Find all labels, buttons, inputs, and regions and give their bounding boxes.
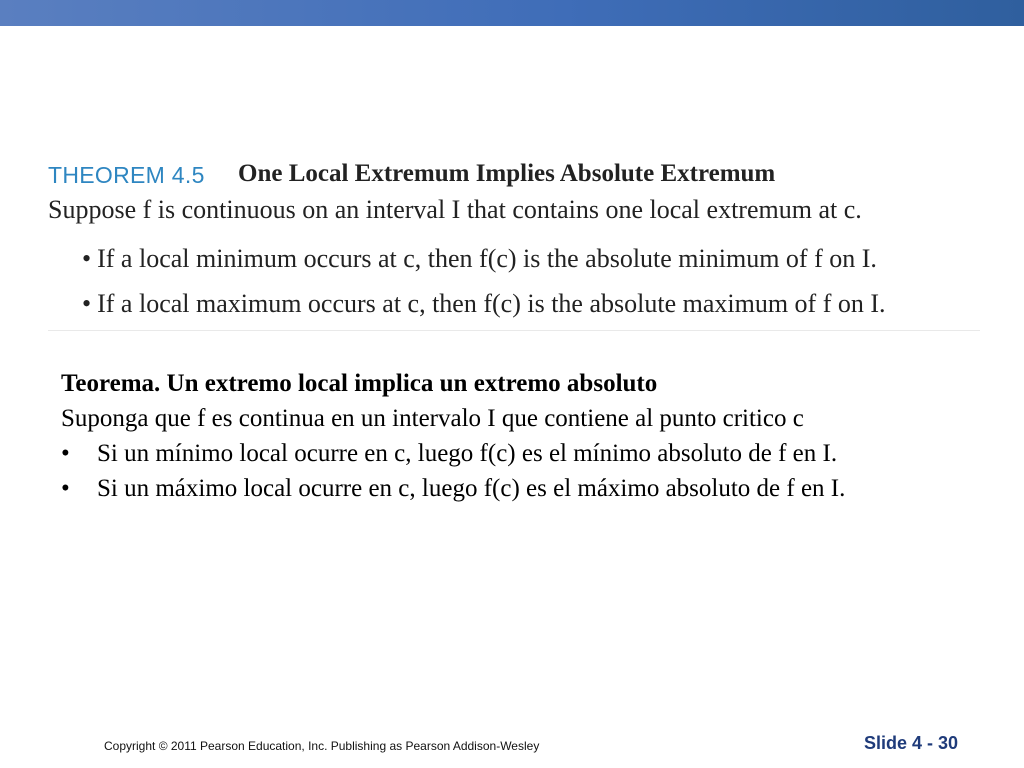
theorem-statement: Suppose f is continuous on an interval I that contains one local extremum at c. — [48, 195, 862, 224]
spanish-bullet-minimum — [61, 436, 981, 471]
theorem-bullet-maximum — [82, 289, 886, 319]
theorem-bullet-text: If a local minimum occurs at c, then f(c) is the absolute minimum of f on I. — [97, 244, 877, 273]
spanish-bullet-text: Si un máximo local ocurre en c, luego f(c) es el máximo absoluto de f en I. — [97, 475, 846, 502]
top-accent-bar — [0, 0, 1024, 26]
bullet-dot: • — [61, 475, 70, 502]
bullet-dot: • — [61, 440, 70, 467]
slide-number: Slide 4 - 30 — [864, 733, 959, 753]
spanish-translation — [61, 366, 981, 506]
copyright-footer: Copyright © 2011 Pearson Education, Inc. Publishing as Pearson Addison-Wesley — [104, 739, 540, 753]
theorem-bullet-minimum — [82, 244, 877, 274]
theorem-label: THEOREM 4.5 — [48, 162, 205, 188]
spanish-statement: Suponga que f es continua en un intervalo I que contiene al punto critico c — [61, 405, 804, 432]
spanish-title: Teorema. Un extremo local implica un extremo absoluto — [61, 370, 658, 397]
theorem-image — [48, 158, 980, 331]
bullet-dot: • — [82, 244, 92, 273]
bullet-dot: • — [82, 289, 92, 318]
theorem-title: One Local Extremum Implies Absolute Extremum — [238, 160, 776, 187]
spanish-bullet-text: Si un mínimo local ocurre en c, luego f(c) es el mínimo absoluto de f en I. — [97, 440, 838, 467]
theorem-bullet-text: If a local maximum occurs at c, then f(c) is the absolute maximum of f on I. — [97, 289, 886, 318]
spanish-bullet-maximum — [61, 471, 981, 506]
